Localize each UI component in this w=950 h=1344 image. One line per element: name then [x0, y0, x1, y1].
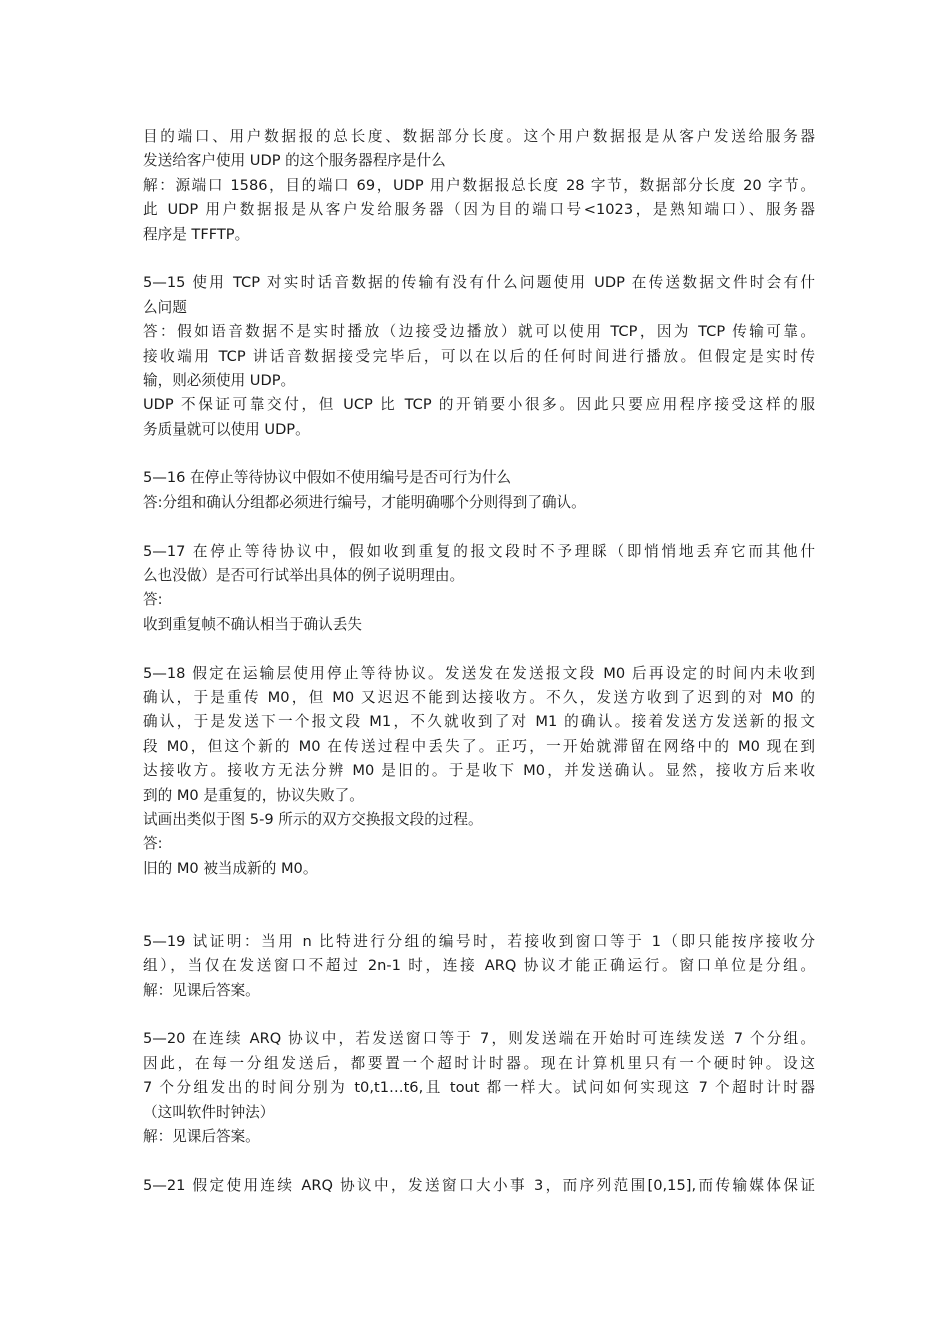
question-heading: 5—21 假定使用连续 ARQ 协议中，发送窗口大小事 3，而序列范围[0,15],而传输媒体保证 — [143, 1176, 815, 1194]
question-5-21 — [143, 1174, 815, 1198]
text-line: UDP 不保证可靠交付，但 UCP 比 TCP 的开销要小很多。因此只要应用程序接受这样的服 — [143, 396, 815, 414]
text-line: 段 M0，但这个新的 M0 在传送过程中丢失了。正巧，一开始就滞留在网络中的 M0 现在到 — [143, 737, 815, 755]
question-5-19 — [143, 930, 815, 1003]
paragraph-gap — [143, 515, 815, 539]
text-line: 试画出类似于图 5-9 所示的双方交换报文段的过程。 — [143, 810, 483, 828]
text-line: 确认，于是重传 M0，但 M0 又迟迟不能到达接收方。不久，发送方收到了迟到的对 M0 的 — [143, 688, 815, 706]
question-heading: 5—19 试证明：当用 n 比特进行分组的编号时，若接收到窗口等于 1（即只能按序接收分 — [143, 932, 815, 950]
answer-line: 收到重复帧不确认相当于确认丢失 — [143, 615, 362, 633]
document-page — [143, 125, 815, 1198]
text-line: 确认，于是发送下一个报文段 M1，不久就收到了对 M1 的确认。接着发送方发送新的报文 — [143, 713, 815, 731]
text-line: 到的 M0 是重复的，协议失败了。 — [143, 786, 364, 804]
text-line: 组），当仅在发送窗口不超过 2n-1 时，连接 ARQ 协议才能正确运行。窗口单位是分组。 — [143, 957, 815, 975]
question-5-15 — [143, 271, 815, 442]
paragraph-gap — [143, 1149, 815, 1173]
paragraph-gap — [143, 442, 815, 466]
paragraph-udp-answer — [143, 125, 815, 247]
text-line: 务质量就可以使用 UDP。 — [143, 420, 310, 438]
question-heading: 5—18 假定在运输层使用停止等待协议。发送发在发送报文段 M0 后再设定的时间内未收到 — [143, 664, 815, 682]
question-5-20 — [143, 1027, 815, 1149]
paragraph-gap — [143, 881, 815, 930]
question-heading: 5—17 在停止等待协议中，假如收到重复的报文段时不予理睬（即悄悄地丢弃它而其他什 — [143, 542, 815, 560]
question-5-18 — [143, 662, 815, 882]
text-line: 达接收方。接收方无法分辨 M0 是旧的。于是收下 M0，并发送确认。显然，接收方后来收 — [143, 762, 815, 780]
text-line: 目的端口、用户数据报的总长度、数据部分长度。这个用户数据报是从客户发送给服务器 — [143, 128, 815, 145]
text-line: 么问题 — [143, 298, 187, 316]
paragraph-gap — [143, 247, 815, 271]
question-heading: 5—15 使用 TCP 对实时话音数据的传输有没有什么问题使用 UDP 在传送数据文件时会有什 — [143, 274, 815, 292]
text-line: （这叫软件时钟法） — [143, 1103, 275, 1121]
text-line: 解：源端口 1586，目的端口 69，UDP 用户数据报总长度 28 字节，数据部分长度 20 字节。 — [143, 176, 815, 194]
question-heading: 5—20 在连续 ARQ 协议中，若发送窗口等于 7，则发送端在开始时可连续发送 7 个分组。 — [143, 1030, 815, 1048]
text-line: 接收端用 TCP 讲话音数据接受完毕后，可以在以后的任何时间进行播放。但假定是实时传 — [143, 347, 815, 365]
answer-line: 旧的 M0 被当成新的 M0。 — [143, 859, 318, 877]
text-line: 7 个分组发出的时间分别为 t0,t1…t6,且 tout 都一样大。试问如何实现这 7 个超时计时器 — [143, 1079, 815, 1097]
text-line: 么也没做）是否可行试举出具体的例子说明理由。 — [143, 567, 465, 585]
question-5-17 — [143, 540, 815, 638]
text-line: 因此，在每一分组发送后，都要置一个超时计时器。现在计算机里只有一个硬时钟。设这 — [143, 1054, 815, 1072]
answer-line: 解：见课后答案。 — [143, 981, 260, 999]
answer-line: 答:分组和确认分组都必须进行编号，才能明确哪个分则得到了确认。 — [143, 493, 586, 511]
question-heading: 5—16 在停止等待协议中假如不使用编号是否可行为什么 — [143, 469, 512, 487]
answer-label: 答: — [143, 591, 163, 609]
text-line: 程序是 TFFTP。 — [143, 225, 250, 243]
paragraph-gap — [143, 637, 815, 661]
answer-line: 解：见课后答案。 — [143, 1128, 260, 1146]
text-line: 发送给客户使用 UDP 的这个服务器程序是什么 — [143, 152, 446, 170]
question-5-16 — [143, 466, 815, 515]
text-line: 输，则必须使用 UDP。 — [143, 371, 296, 389]
answer-line: 答：假如语音数据不是实时播放（边接受边播放）就可以使用 TCP，因为 TCP 传输可靠。 — [143, 323, 815, 341]
answer-label: 答: — [143, 835, 163, 853]
paragraph-gap — [143, 1003, 815, 1027]
text-line: 此 UDP 用户数据报是从客户发给服务器（因为目的端口号<1023，是熟知端口）、服务器 — [143, 201, 815, 219]
